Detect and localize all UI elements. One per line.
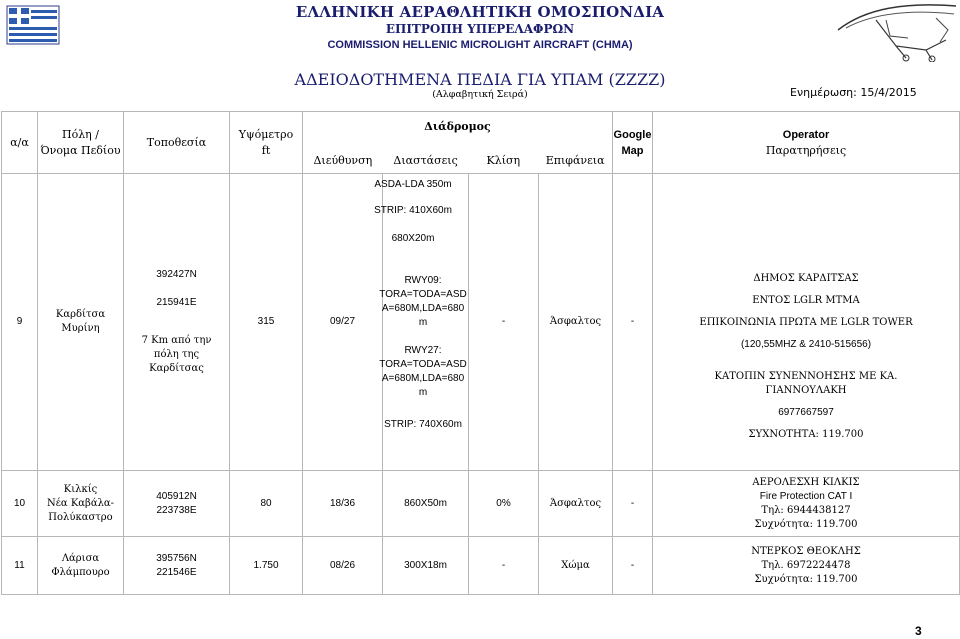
operator-note: ΕΠΙΚΟΙΝΩΝΙΑ ΠΡΩΤΑ ΜΕ LGLR TOWER	[699, 317, 913, 328]
field-name: Νέα Καβάλα-	[46, 497, 115, 509]
col-header-google-map	[613, 112, 653, 174]
row-direction: 09/27	[303, 174, 383, 471]
strip: STRIP: 410X60m	[374, 205, 452, 216]
col-header-location: Τοποθεσία	[124, 112, 230, 174]
city-name: Κιλκίς	[63, 483, 98, 495]
table-row	[2, 537, 960, 595]
rwy09-label: RWY09:	[404, 275, 442, 286]
city-name: Καρδίτσα	[55, 309, 106, 320]
row-altitude: 80	[230, 471, 303, 537]
row-location	[124, 471, 230, 537]
row-city	[38, 471, 124, 537]
operator-note: ΚΑΤΟΠΙΝ ΣΥΝΕΝΝΟΗΣΗΣ ΜΕ ΚΑ.	[714, 371, 898, 382]
airfields-table	[1, 111, 960, 595]
row-city	[38, 174, 124, 471]
row-slope: -	[469, 537, 539, 595]
operator-frequency: ΣΥΧΝΟΤΗΤΑ: 119.700	[748, 429, 864, 440]
field-name: Μυρίνη	[61, 323, 100, 334]
rwy27-asda: A=680M,LDA=680	[381, 373, 465, 384]
committee-name-en: COMMISSION HELLENIC MICROLIGHT AIRCRAFT (CHMA)	[327, 39, 633, 51]
col-header-altitude-line2: ft	[261, 143, 271, 157]
operator-name: ΔΗΜΟΣ ΚΑΡΔΙΤΣΑΣ	[753, 273, 859, 284]
row-slope: 0%	[469, 471, 539, 537]
document-title: ΑΔΕΙΟΔΟΤΗΜΕΝΑ ΠΕΔΙΑ ΓΙΑ ΥΠΑΜ (ZZZZ)	[294, 70, 666, 89]
operator-phone: 6977667597	[778, 407, 834, 418]
col-header-surface: Επιφάνεια	[545, 153, 605, 167]
committee-name: ΕΠΙΤΡΟΠΗ ΥΠΕΡΕΛΑΦΡΩΝ	[385, 22, 575, 36]
col-header-google-line2: Map	[621, 144, 644, 157]
rwy09-asda: A=680M,LDA=680	[381, 303, 465, 314]
col-header-slope: Κλίση	[486, 153, 521, 167]
location-note: Καρδίτσας	[149, 363, 204, 374]
row-surface: Χώμα	[539, 537, 613, 595]
latitude: 395756N	[156, 552, 197, 564]
col-header-altitude	[230, 112, 303, 174]
row-surface: Άσφαλτος	[539, 471, 613, 537]
row-altitude: 315	[230, 174, 303, 471]
row-aa: 11	[2, 537, 38, 595]
row-altitude: 1.750	[230, 537, 303, 595]
location-note: πόλη της	[153, 349, 200, 360]
col-header-aa: α/α	[2, 112, 38, 174]
col-header-operator-line1: Operator	[782, 128, 830, 141]
row-aa: 9	[2, 174, 38, 471]
col-header-city-line1: Πόλη /	[62, 127, 99, 141]
rwy27-tora: TORA=TODA=ASD	[379, 359, 467, 370]
rwy27-unit: m	[418, 387, 428, 398]
row-location	[124, 537, 230, 595]
federation-name: ΕΛΛΗΝΙΚΗ ΑΕΡΑΘΛΗΤΙΚΗ ΟΜΟΣΠΟΝΔΙΑ	[295, 3, 665, 21]
asda-lda: ASDA-LDA 350m	[374, 179, 452, 190]
row-dimensions	[374, 174, 469, 471]
operator-frequency: Συχνότητα: 119.700	[754, 573, 858, 585]
field-name: Πολύκαστρο	[48, 511, 113, 523]
document-subtitle: (Αλφαβητική Σειρά)	[432, 89, 528, 100]
longitude: 221546E	[156, 566, 197, 578]
operator-phone: Τηλ: 6944438127	[761, 504, 851, 516]
latitude: 405912N	[156, 490, 197, 502]
col-header-altitude-line1: Υψόμετρο	[238, 127, 294, 141]
table-row	[2, 471, 960, 537]
col-header-operator-line2: Παρατηρήσεις	[765, 143, 847, 157]
row-dimensions: 860X50m	[383, 471, 469, 537]
col-header-direction: Διεύθυνση	[313, 153, 373, 167]
col-header-runway-title: Διάδρομος	[424, 119, 491, 133]
row-aa: 10	[2, 471, 38, 537]
row-operator	[653, 471, 960, 537]
row-google-map: -	[613, 537, 653, 595]
row-slope: -	[469, 174, 539, 471]
longitude: 215941E	[156, 297, 197, 308]
col-header-operator	[653, 112, 960, 174]
col-header-dimensions: Διαστάσεις	[393, 153, 458, 167]
operator-name: ΝΤΕΡΚΟΣ ΘΕΟΚΛΗΣ	[751, 545, 861, 557]
field-name: Φλάμπουρο	[51, 566, 110, 578]
operator-frequency: (120,55MHZ & 2410-515656)	[740, 339, 872, 350]
rwy09-tora: TORA=TODA=ASD	[379, 289, 467, 300]
operator-name: ΑΕΡΟΛΕΣΧΗ ΚΙΛΚΙΣ	[752, 476, 860, 488]
col-header-runway	[303, 112, 613, 174]
row-city	[38, 537, 124, 595]
runway-size: 680X20m	[391, 233, 435, 244]
col-header-city	[38, 112, 124, 174]
col-header-city-line2: Όνομα Πεδίου	[40, 143, 121, 157]
update-date: Ενημέρωση: 15/4/2015	[790, 86, 917, 99]
table-row	[2, 174, 960, 471]
operator-note: ΕΝΤΟΣ LGLR ΜΤΜΑ	[752, 295, 860, 306]
operator-frequency: Συχνότητα: 119.700	[754, 518, 858, 530]
page-number: 3	[915, 624, 922, 638]
row-dimensions: 300X18m	[383, 537, 469, 595]
operator-note: Fire Protection CAT I	[759, 490, 853, 502]
row-google-map: -	[613, 174, 653, 471]
row-google-map: -	[613, 471, 653, 537]
row-direction: 18/36	[303, 471, 383, 537]
row-operator	[653, 537, 960, 595]
city-name: Λάρισα	[61, 552, 100, 564]
row-direction: 08/26	[303, 537, 383, 595]
col-header-google-line1: Google	[613, 128, 652, 141]
latitude: 392427N	[156, 269, 197, 280]
strip-2: STRIP: 740X60m	[384, 419, 462, 430]
rwy27-label: RWY27:	[404, 345, 442, 356]
operator-contact: ΓΙΑΝΝΟΥΛΑΚΗ	[765, 385, 847, 396]
longitude: 223738E	[156, 504, 197, 516]
location-note: 7 Km από την	[141, 335, 212, 346]
row-surface: Άσφαλτος	[539, 174, 613, 471]
operator-phone: Τηλ. 6972224478	[761, 559, 851, 571]
rwy09-unit: m	[418, 317, 428, 328]
